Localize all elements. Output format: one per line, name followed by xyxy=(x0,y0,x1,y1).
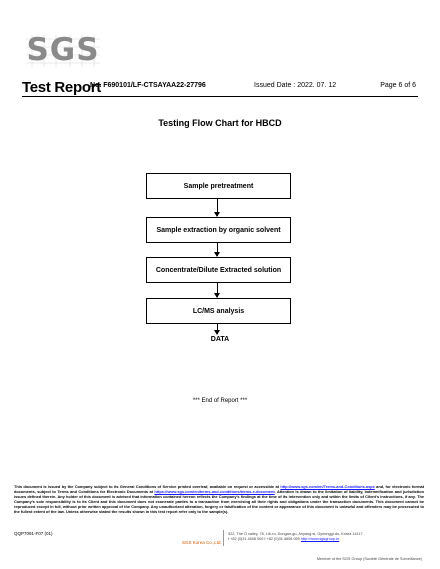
page-title: Test Report xyxy=(22,79,101,96)
flow-arrow xyxy=(217,243,218,256)
flow-step-label: Sample extraction by organic solvent xyxy=(156,226,281,234)
flow-step-label: Concentrate/Dilute Extracted solution xyxy=(155,266,282,274)
website-link[interactable]: http://www.sgsgroup.kr xyxy=(300,537,340,541)
sgs-logo xyxy=(26,32,100,68)
form-code: QQP7091-F07 (01) xyxy=(14,531,53,536)
flow-arrow xyxy=(217,324,218,334)
issued-date: Issued Date : 2022. 07. 12 xyxy=(254,82,337,89)
member-statement: Member of the SGS Group (Société Générale de Surveillance) xyxy=(316,557,422,561)
end-of-report: *** End of Report *** xyxy=(192,398,248,404)
flow-step-extraction xyxy=(146,217,291,243)
flow-arrow xyxy=(217,199,218,216)
header-divider xyxy=(22,96,418,97)
page-number: Page 6 of 6 xyxy=(380,82,416,89)
terms-link[interactable]: http://www.sgs.com/en/Terms-and-Conditions.aspx xyxy=(280,484,375,489)
report-header xyxy=(22,79,418,95)
flow-step-concentrate xyxy=(146,257,291,283)
flow-step-lcms xyxy=(146,298,291,324)
flow-chart-title: Testing Flow Chart for HBCD xyxy=(158,118,282,128)
flow-arrow xyxy=(217,283,218,297)
flow-result-data: DATA xyxy=(210,336,230,343)
legal-disclaimer xyxy=(14,484,424,514)
flow-step-label: LC/MS analysis xyxy=(192,307,245,315)
footer-divider xyxy=(223,530,224,546)
disclaimer-text: and, for electronic format documents, subject to Terms and Conditions for Electronic Documents at xyxy=(14,484,424,494)
report-number: No. F690101/LF-CTSAYAA22-27796 xyxy=(90,82,206,89)
logo-text: SGS xyxy=(26,32,100,68)
e-document-terms-link[interactable]: https://www.sgs.com/en/terms-and-conditions/terms-e-document xyxy=(154,489,275,494)
disclaimer-text: . Attention is drawn to the limitation of liability, indemnification and jurisdiction issues defined therein. Any holder of this document is advised that information contained hereon reflects the Company's findings at the time of its intervention only and within the limits of Client's instructions, if any. The Company's sole responsibility is to its Client and this document does not exonerate parties to a transaction from exercising all their rights and obligations under the transaction documents. This document cannot be reproduced except in full, without prior written approval of the Company. Any unauthorized alteration, forgery or falsification of the content or appearance of this document is unlawful and offenders may be prosecuted to the fullest extent of the law. Unless otherwise stated the results shown in this test report refer only to the sample(s). xyxy=(14,489,424,514)
phone-fax: t +82 (0)31 4608 000 f +82 (0)31 4608 059 xyxy=(228,537,301,541)
flow-step-pretreatment xyxy=(146,173,291,199)
flow-step-label: Sample pretreatment xyxy=(183,182,254,190)
company-address xyxy=(228,532,363,542)
disclaimer-text: This document is issued by the Company subject to its General Conditions of Service printed overleaf, available on request or accessible at xyxy=(14,484,281,489)
company-name: SGS Korea Co.,Ltd. xyxy=(182,540,222,545)
address-line: 322, The O valley, 76, Lib-ro, Dongan-gu, Anyang-si, Gyeonggi-do, Korea 14117 xyxy=(228,532,363,536)
contact-line xyxy=(228,537,363,542)
